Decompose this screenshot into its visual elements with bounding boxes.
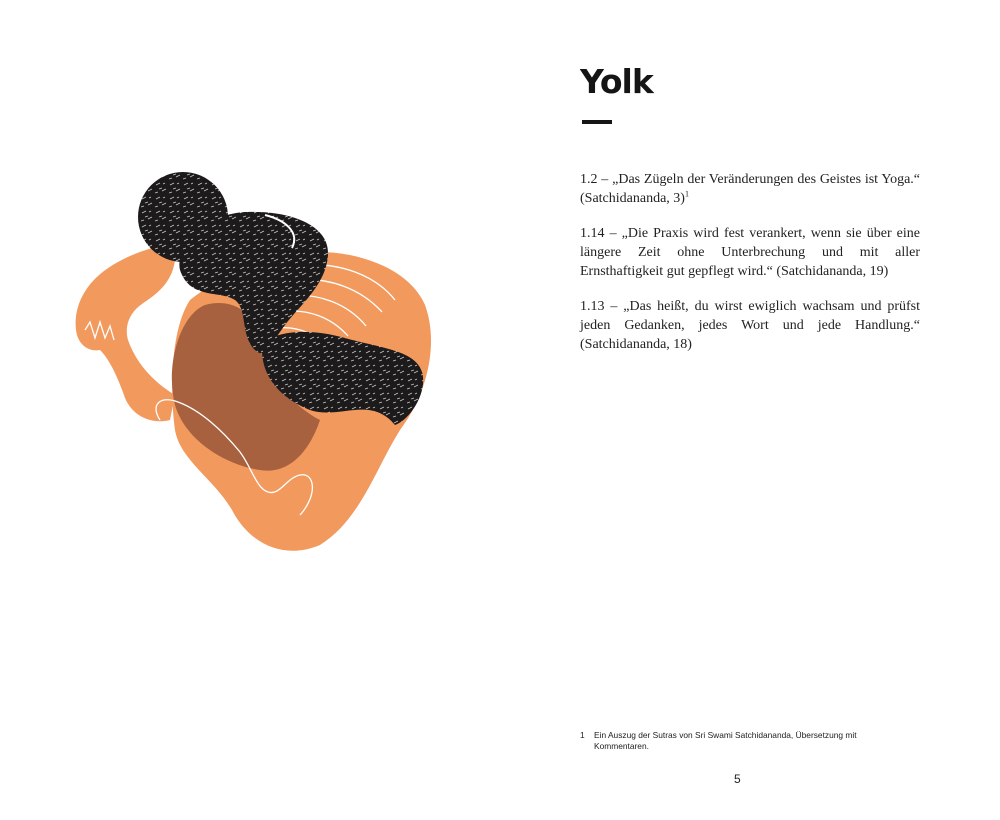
chapter-title: Yolk bbox=[580, 62, 653, 101]
footnote-number: 1 bbox=[580, 730, 585, 740]
footnote-text: Ein Auszug der Sutras von Sri Swami Satchidananda, Übersetzung mit Kommentaren. bbox=[594, 730, 857, 751]
figure-from-above-illustration bbox=[60, 160, 440, 560]
quote-ref: 1.13 bbox=[580, 299, 605, 314]
footnote-marker: 1 bbox=[684, 189, 689, 199]
quote-ref: 1.2 bbox=[580, 172, 598, 187]
quote-item: 1.13 – „Das heißt, du wirst ewiglich wachsam und prüfst jeden Gedanken, jedes Wort und jede Handlung.“ (Satchidananda, 18) bbox=[580, 299, 920, 352]
quote-item: 1.2 – „Das Zügeln der Veränderungen des Geistes ist Yoga.“ (Satchidananda, 3)$^1$ bbox=[580, 172, 920, 206]
arm-shape bbox=[76, 245, 175, 421]
page-number: 5 bbox=[734, 772, 741, 786]
quote-text: „Das heißt, du wirst ewiglich wachsam und prüfst jeden Gedanken, jedes Wort und jede Handlung.“ (Satchidananda, 18) bbox=[580, 299, 920, 352]
quote-ref: 1.14 bbox=[580, 226, 605, 241]
footnote bbox=[580, 730, 900, 752]
quote-list bbox=[580, 170, 920, 370]
quote-text: „Das Zügeln der Veränderungen des Geistes ist Yoga.“ (Satchidananda, 3) bbox=[580, 172, 920, 206]
quote-text: „Die Praxis wird fest verankert, wenn sie über eine längere Zeit ohne Unterbrechung und mit aller Ernsthaftigkeit gut gepflegt wird.“ (Satchidananda, 19) bbox=[580, 226, 920, 279]
quote-item: 1.14 – „Die Praxis wird fest verankert, wenn sie über eine längere Zeit ohne Unterbrechung und mit aller Ernsthaftigkeit gut gepflegt wird.“ (Satchidananda, 19) bbox=[580, 226, 920, 279]
title-rule bbox=[582, 120, 612, 124]
